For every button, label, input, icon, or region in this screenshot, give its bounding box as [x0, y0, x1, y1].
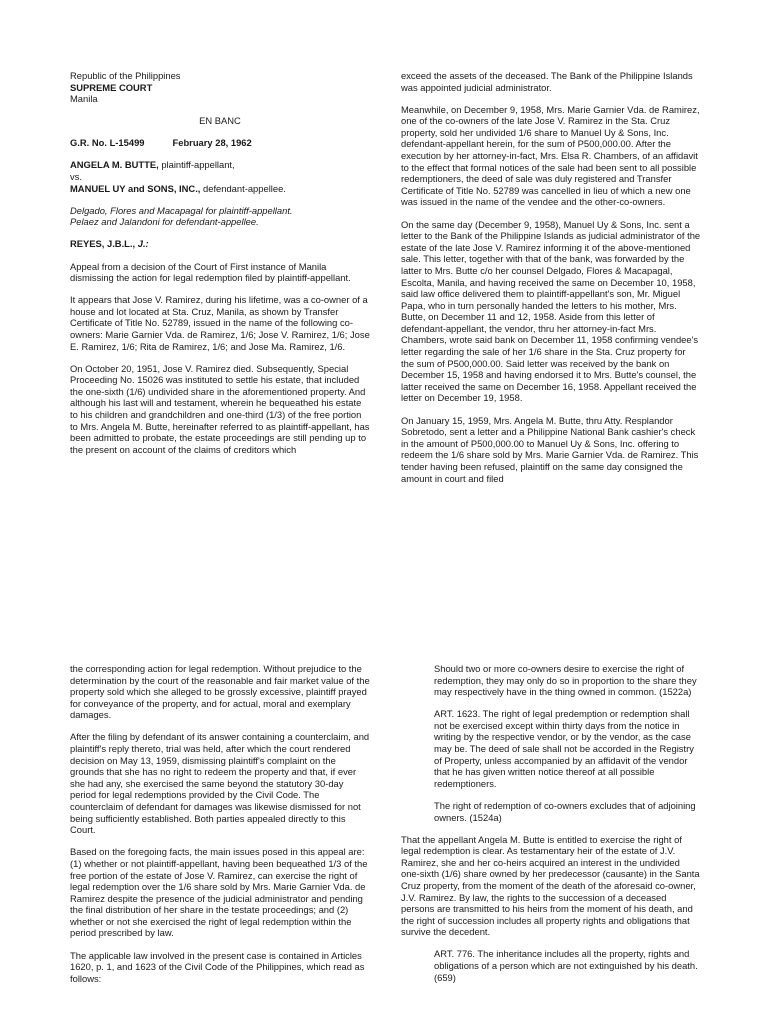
page1-right-column [401, 70, 701, 495]
quoted-article: Should two or more co-owners desire to exercise the right of redemption, they may only do so in proportion to the share they may respectively have in the thing owned in common. (1522a) [434, 663, 697, 698]
paragraph: After the filing by defendant of its answer containing a counterclaim, and plaintiff's reply thereto, trial was held, after which the court rendered decision on May 13, 1959, dismissing plaintiff's complaint on the grounds that she has no right to redeem the property and that, if ever she had any, she exercised the same beyond the statutory 30-day period for legal redemptions provided by the Civil Code. The counterclaim of defendant for damages was likewise dismissed for not being sufficiently established. Both parties appealed directly to this Court. [70, 731, 370, 836]
plaintiff-role: plaintiff-appellant, [158, 159, 235, 171]
document-page-2 [0, 512, 768, 1024]
paragraph: It appears that Jose V. Ramirez, during his lifetime, was a co-owner of a house and lot located at Sta. Cruz, Manila, as shown by Transfer Certificate of Title No. 52789, issued in the name of the following co-owners: Marie Garnier Vda. de Ramirez, 1/6; Jose V. Ramirez, 1/6; Jose E. Ramirez, 1/6; Rita de Ramirez, 1/6; and Jose Ma. Ramirez, 1/6. [70, 294, 370, 352]
court-name: SUPREME COURT [70, 81, 153, 93]
page1-left-column [70, 70, 370, 466]
defendant-role: defendant-appellee. [200, 182, 286, 194]
page2-right-column [401, 663, 701, 994]
ponente-line [70, 238, 370, 250]
quoted-article: The right of redemption of co-owners excludes that of adjoining owners. (1524a) [434, 799, 696, 823]
paragraph: Meanwhile, on December 9, 1958, Mrs. Marie Garnier Vda. de Ramirez, one of the co-owners of the late Jose V. Ramirez in the Sta. Cruz property, sold her undivided 1/6 share to Manuel Uy & Sons, Inc. defendant-appellant herein, for the sum of P500,000.00. After the execution by her attorney-in-fact, Mrs. Elsa R. Chambers, of an affidavit to the effect that formal notices of the sale had been sent to all possible redemptioners, the deed of sale was duly registered and Transfer Certificate of Title No. 52789 was cancelled in lieu of which a new one was issued in the name of the vendee and the other-co-owners. [401, 103, 700, 208]
paragraph: On October 20, 1951, Jose V. Ramirez died. Subsequently, Special Proceeding No. 15026 was instituted to settle his estate, that included the one-sixth (1/6) undivided share in the aforementioned property. And although his last will and testament, wherein he bequeathed his estate to his children and grandchildren and one-third (1/3) of the free portion to Mrs. Angela M. Butte, hereinafter referred to as plaintiff-appellant, has been admitted to probate, the estate proceedings are still pending up to the present on account of the claims of creditors which [70, 362, 370, 455]
ponente-j: J.: [137, 238, 149, 250]
decision-date: February 28, 1962 [172, 137, 252, 149]
case-number-line [70, 137, 370, 149]
paragraph: Appeal from a decision of the Court of First instance of Manila dismissing the action for legal redemption filed by plaintiff-appellant. [70, 260, 351, 284]
plaintiff-line [70, 159, 370, 171]
quoted-article: ART. 1623. The right of legal predemption or redemption shall not be exercised except within thirty days from the notice in writing by the respective vendor, or by the vendor, as the case may be. The deed of sale shall not be accorded in the Registry of Property, unless accompanied by an affidavit of the vendor that he has given written notice thereof at all possible redemptioners. [434, 708, 694, 789]
paragraph: On the same day (December 9, 1958), Manuel Uy & Sons, Inc. sent a letter to the Bank of the Philippine Islands as judicial administrator of the estate of the late Jose V. Ramirez informing it of the above-mentioned sale. This letter, together with that of the bank, was forwarded by the latter to Mrs. Butte c/o her counsel Delgado, Flores & Macapagal, Escolta, Manila, and having received the same on December 10, 1958, said law office delivered them to plaintiff-appellant's son, Mr. Miguel Papa, who in turn personally handed the letters to his mother, Mrs. Butte, on December 11 and 12, 1958. Aside from this letter of defendant-appellant, the vendor, thru her attorney-in-fact Mrs. Chambers, wrote said bank on December 11, 1958 confirming vendee's letter regarding the sale of her 1/6 share in the Sta. Cruz property for the sum of P500,000.00. Said letter was received by the bank on December 15, 1958 and having endorsed it to Mrs. Butte's counsel, the latter received the same on December 16, 1958. Appellant received the letter on December 19, 1958. [401, 218, 701, 404]
paragraph: the corresponding action for legal redemption. Without prejudice to the determination by the court of the reasonable and fair market value of the property sold which she alleged to be grossly excessive, plaintiff prayed for conveyance of the property, and for actual, moral and exemplary damages. [70, 663, 370, 721]
page2-left-column [70, 663, 370, 995]
counsel-defendant: Pelaez and Jalandoni for defendant-appellee. [70, 216, 259, 228]
quoted-article: ART. 776. The inheritance includes all the property, rights and obligations of a person which are not extinguished by his death. (659) [434, 948, 698, 983]
paragraph: On January 15, 1959, Mrs. Angela M. Butte, thru Atty. Resplandor Sobretodo, sent a letter and a Philippine National Bank cashier's check in the amount of P500,000.00 to Manuel Uy & Sons, Inc. offering to redeem the 1/6 share sold by Mrs. Marie Garnier Vda. de Ramirez. This tender having been refused, plaintiff on the same day consigned the amount in court and filed [401, 414, 699, 484]
court-city: Manila [70, 93, 98, 105]
defendant-line [70, 183, 370, 195]
versus: vs. [70, 171, 82, 183]
defendant-name: MANUEL UY and SONS, INC., [70, 182, 201, 194]
counsel-plaintiff: Delgado, Flores and Macapagal for plaintiff-appellant. [70, 204, 293, 216]
gr-number: G.R. No. L-15499 [70, 137, 145, 149]
plaintiff-name: ANGELA M. BUTTE, [70, 159, 159, 171]
republic-line: Republic of the Philippines [70, 70, 181, 81]
paragraph: That the appellant Angela M. Butte is entitled to exercise the right of legal redemption is clear. As testamentary heir of the estate of J.V. Ramirez, she and her co-heirs acquired an interest in the undivided one-sixth (1/6) share owned by her predecessor (causante) in the Santa Cruz property, from the moment of the death of the aforesaid co-owner, J.V. Ramirez. By law, the rights to the succession of a deceased persons are transmitted to his heirs from the moment of his death, and the right of succession includes all property rights and obligations that survive the decedent. [401, 833, 700, 938]
counsel-block [70, 205, 370, 228]
paragraph: Based on the foregoing facts, the main issues posed in this appeal are: (1) whether or not plaintiff-appellant, having been bequeathed 1/3 of the free portion of the estate of Jose V. Ramirez, can exercise the right of legal redemption over the 1/6 share sold by Mrs. Marie Garnier Vda. de Ramirez despite the presence of the judicial administrator and pending the final distribution of her share in the testate proceedings; and (2) whether or not she exercised the right of legal redemption within the period prescribed by law. [70, 846, 368, 939]
paragraph: exceed the assets of the deceased. The Bank of the Philippine Islands was appointed judicial administrator. [401, 70, 693, 93]
en-banc-label: EN BANC [199, 115, 241, 127]
ponente-name: REYES, J.B.L., [70, 238, 138, 250]
paragraph: The applicable law involved in the present case is contained in Articles 1620, p. 1, and 1623 of the Civil Code of the Philippines, which read as follows: [70, 949, 365, 984]
